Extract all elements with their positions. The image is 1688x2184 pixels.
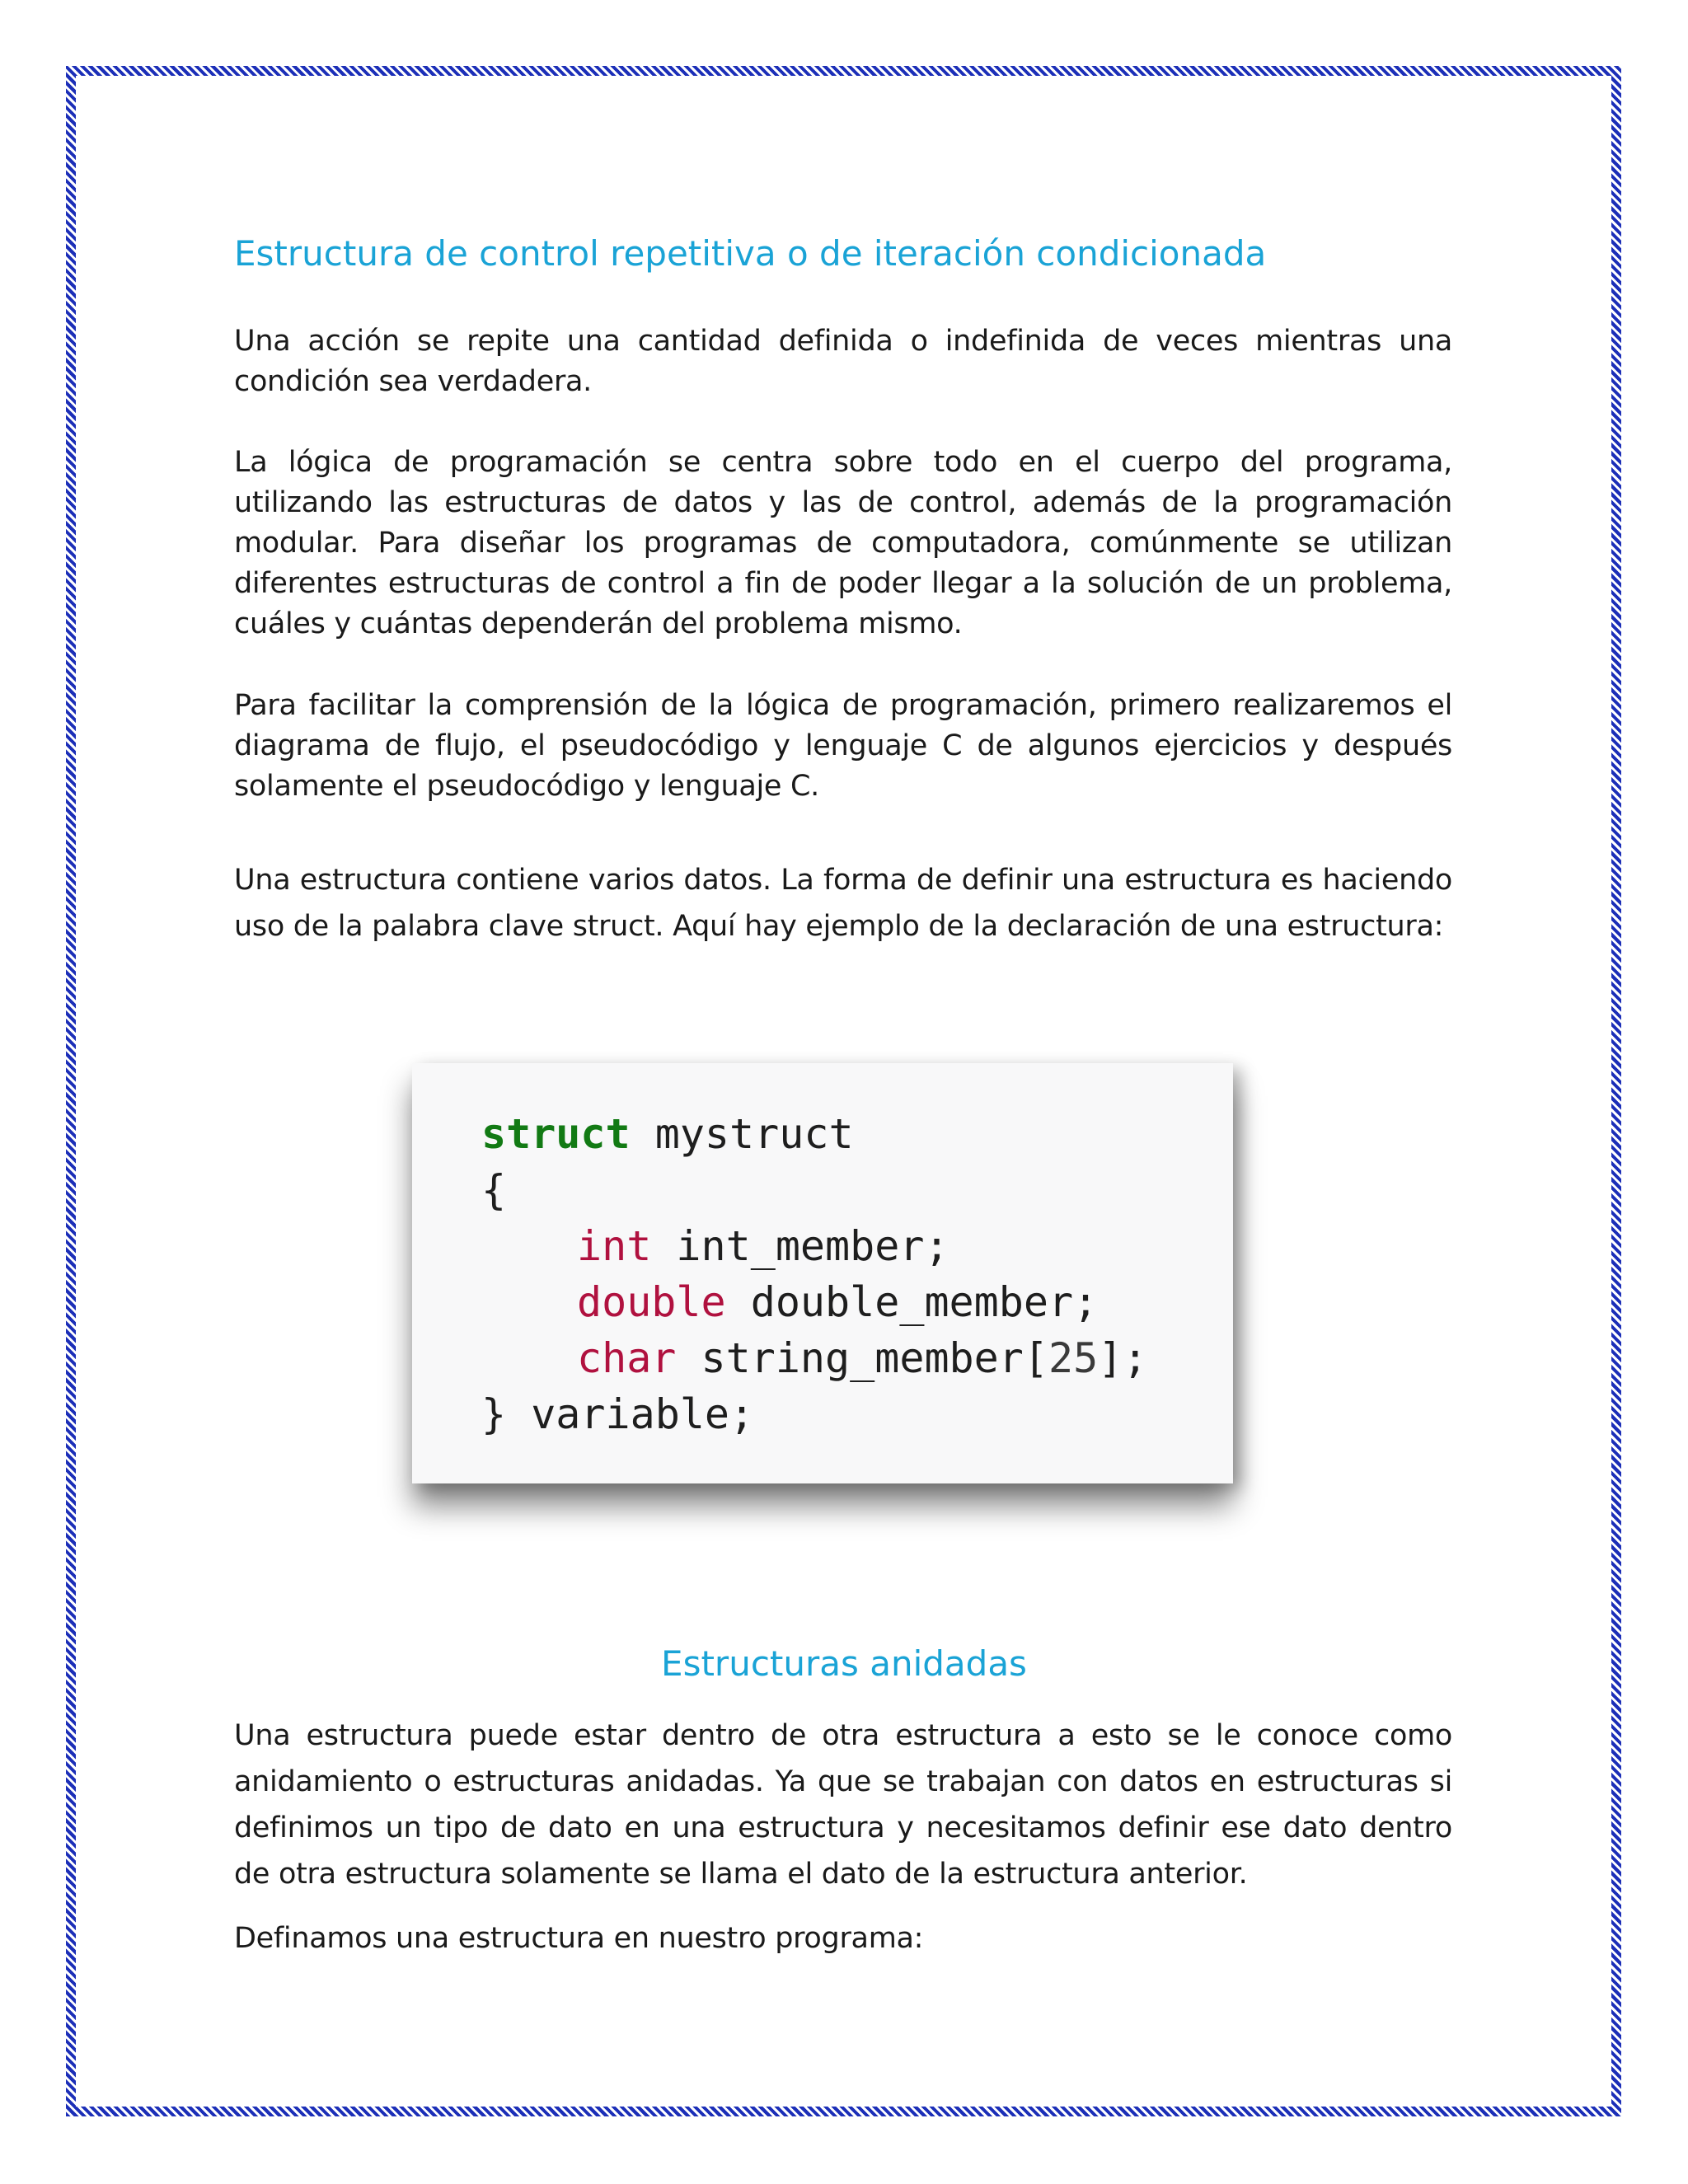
code-type-int: int xyxy=(577,1222,652,1270)
paragraph-4: Una estructura contiene varios datos. La forma de definir una estructura es haciendo uso de la palabra clave struct. Aquí hay ejemplo de la declaración de una estructura: xyxy=(234,864,1452,943)
section-heading-nested: Estructuras anidadas xyxy=(661,1643,1027,1684)
code-member-double: double_member; xyxy=(725,1278,1099,1326)
code-block xyxy=(481,1106,1147,1442)
paragraph-3: Para facilitar la comprensión de la lógica de programación, primero realizaremos el diagrama de flujo, el pseudocódigo y lenguaje C de algunos ejercicios y después solamente el pseudocódigo y lenguaje C. xyxy=(234,689,1452,803)
code-array-size: 25 xyxy=(1048,1334,1099,1382)
code-type-double: double xyxy=(577,1278,726,1326)
section-heading: Estructura de control repetitiva o de iteración condicionada xyxy=(234,233,1267,274)
code-example xyxy=(412,1063,1233,1483)
code-keyword-struct: struct xyxy=(481,1110,631,1158)
code-type-char: char xyxy=(577,1334,677,1382)
paragraph-5: Una estructura puede estar dentro de otra estructura a esto se le conoce como anidamiento o estructuras anidadas. Ya que se trabajan con datos en estructuras si definimos un tipo de dato en una estructura y necesitamos definir ese dato dentro de otra estructura solamente se llama el dato de la estructura anterior. xyxy=(234,1719,1452,1891)
code-member-string-end: ]; xyxy=(1098,1334,1148,1382)
code-open-brace: { xyxy=(481,1166,507,1214)
code-member-string: string_member[ xyxy=(676,1334,1048,1382)
paragraph-1: Una acción se repite una cantidad definida o indefinida de veces mientras una condición sea verdadera. xyxy=(234,325,1452,398)
code-struct-name: mystruct xyxy=(630,1110,854,1158)
code-member-int: int_member; xyxy=(651,1222,950,1270)
paragraph-6: Definamos una estructura en nuestro programa: xyxy=(234,1922,924,1955)
code-close-brace: } variable; xyxy=(481,1390,755,1438)
paragraph-2: La lógica de programación se centra sobre todo en el cuerpo del programa, utilizando las estructuras de datos y las de control, además de la programación modular. Para diseñar los programas de computadora, comúnmente se utilizan diferentes estructuras de control a fin de poder llegar a la solución de un problema, cuáles y cuántas dependerán del problema mismo. xyxy=(234,446,1452,640)
